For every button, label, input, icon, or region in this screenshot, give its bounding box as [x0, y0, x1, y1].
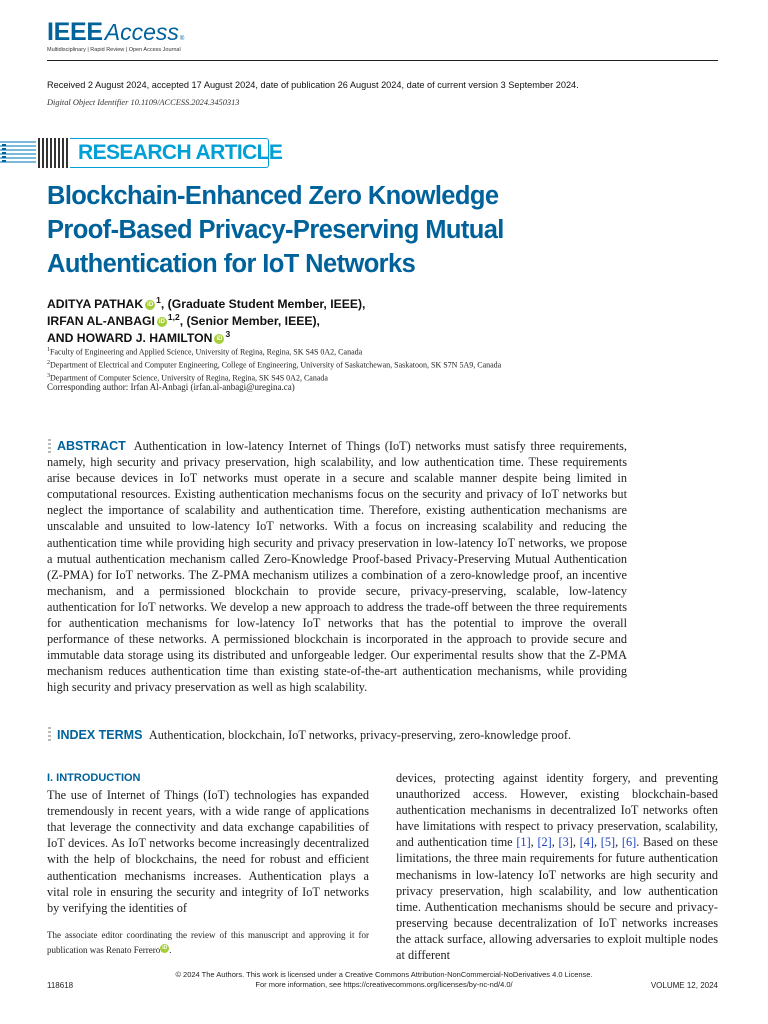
author-affiliation-mark: 1: [156, 295, 161, 305]
footnote-text: The associate editor coordinating the review of this manuscript and approving it for publication was Renato Ferrero: [47, 930, 369, 955]
author-list: [47, 296, 365, 347]
doi: Digital Object Identifier 10.1109/ACCESS.2024.3450313: [47, 98, 240, 107]
citation-link[interactable]: [4]: [579, 835, 594, 850]
page-number: 118618: [47, 981, 74, 990]
ieee-access-logo: [47, 20, 184, 45]
author-affiliation-mark: 3: [225, 329, 231, 339]
license-line-2: For more information, see https://creativecommons.org/licenses/by-nc-nd/4.0/: [255, 980, 513, 989]
publication-history: Received 2 August 2024, accepted 17 August 2024, date of publication 26 August 2024, date of current version 3 September 2024.: [47, 80, 579, 90]
affiliation-1: $^1$Faculty of Engineering and Applied Science, University of Regina, Regina, SK S4S 0A2, Canada: [47, 347, 363, 357]
body-column-left: [47, 770, 369, 916]
citation-link[interactable]: [3]: [558, 835, 573, 850]
body-column-right: devices, protecting against identity forgery, and preventing unauthorized access. However, existing blockchain-based authentication mechanisms in decentralized IoT networks often have limitations with respect to privacy preservation, scalability, and authentication time [1], [2], [3], [4], [5], [6]. Based on these limitations, the three main requirements for future authentication mechanisms in low-latency IoT networks are high security and privacy preservation, high scalability, and low authentication time. Authentication mechanisms should be secure and privacy-preserving because decentralization of IoT networks increases the attack surface, allowing adversaries to exploit multiple nodes at different: [396, 771, 718, 963]
author-name: AND HOWARD J. HAMILTON: [47, 331, 213, 345]
article-type-banner: [0, 134, 283, 172]
index-terms-label: INDEX TERMS: [57, 728, 143, 742]
citation-link[interactable]: [1]: [516, 835, 531, 850]
affiliation-2: $^2$Department of Electrical and Computer Engineering, College of Engineering, University of Saskatchewan, Saskatoon, SK S7N 5A9, Canada: [47, 360, 502, 370]
author-name: ADITYA PATHAK: [47, 297, 144, 311]
citation-link[interactable]: [2]: [537, 835, 552, 850]
intro-paragraph-right-end: . Based on these limitations, the three main requirements for future authentication mechanisms in low-latency IoT networks are high security and privacy preservation, high scalability, and low authentication time. Authentication mechanisms should be secure and privacy-preserving because decentralization of IoT networks increases the attack surface, allowing adversaries to exploit multiple nodes at different: [396, 835, 718, 963]
brand-trademark: ®: [179, 36, 185, 42]
editor-footnote: The associate editor coordinating the review of this manuscript and approving it for publication was Renato Ferrero iD .: [47, 930, 369, 955]
banner-dots-decoration: [2, 144, 6, 162]
author-role: , (Graduate Student Member, IEEE),: [160, 297, 366, 311]
index-terms: [47, 727, 647, 743]
orcid-icon[interactable]: iD: [162, 944, 168, 951]
brand-access: Access: [104, 19, 179, 45]
index-terms-text: Authentication, blockchain, IoT networks, privacy-preserving, zero-knowledge proof.: [148, 728, 572, 742]
section-heading-introduction: I. INTRODUCTION: [47, 772, 141, 784]
orcid-icon[interactable]: iD: [216, 335, 223, 342]
affiliation-3: $^3$Department of Computer Science, University of Regina, Regina, SK S4S 0A2, Canada: [47, 373, 328, 383]
title-line-3: Authentication for IoT Networks: [47, 250, 416, 278]
header-divider: [47, 60, 718, 61]
journal-brand: [47, 20, 184, 53]
volume-info: VOLUME 12, 2024: [650, 981, 718, 990]
author-role: , (Senior Member, IEEE),: [179, 314, 320, 328]
brand-ieee: IEEE: [47, 18, 103, 46]
author-name: IRFAN AL-ANBAGI: [47, 314, 155, 328]
author-1: [47, 296, 365, 313]
author-affiliation-mark: 1,2: [167, 312, 180, 322]
orcid-icon[interactable]: iD: [158, 318, 165, 325]
citation-link[interactable]: [5]: [600, 835, 616, 850]
intro-paragraph-right-start: devices, protecting against identity forgery, and preventing unauthorized access. However, existing blockchain-based authentication mechanisms in decentralized IoT networks often have limitations with respect to privacy preservation, scalability, and authentication time: [396, 771, 718, 850]
title-line-1: Blockchain-Enhanced Zero Knowledge: [47, 182, 499, 210]
corresponding-author: Corresponding author: Irfan Al-Anbagi (irfan.al-anbagi@uregina.ca): [47, 382, 295, 392]
article-type-label: RESEARCH ARTICLE: [78, 141, 283, 164]
orcid-icon[interactable]: iD: [147, 301, 154, 308]
title-line-2: Proof-Based Privacy-Preserving Mutual: [47, 216, 504, 244]
article-type-box: [70, 138, 283, 168]
banner-bars-decoration: [38, 138, 68, 168]
abstract-label: ABSTRACT: [57, 439, 126, 453]
affiliations: [47, 345, 501, 384]
paper-title: [47, 179, 567, 281]
citation-link[interactable]: [6]: [621, 835, 637, 850]
intro-paragraph-left: The use of Internet of Things (IoT) technologies has expanded tremendously in recent years, with a wide range of applications that leverage the connectivity and data exchange capabilities of IoT devices. As IoT networks become increasingly decentralized with the help of blockchains, the need for robust and efficient authentication mechanisms increases. Authentication plays a vital role in ensuring the security and integrity of IoT networks by verifying the identities of: [47, 788, 369, 915]
author-2: [47, 313, 365, 330]
license-line-1: © 2024 The Authors. This work is licensed under a Creative Commons Attribution-NonCommercial-NoDerivatives 4.0 License.: [175, 970, 593, 979]
abstract: [47, 438, 627, 696]
page-footer: [0, 970, 768, 990]
abstract-text: Authentication in low-latency Internet of Things (IoT) networks must satisfy three requirements, namely, high security and privacy preservation, high scalability, and low authentication time. These requirements arise because devices in IoT networks must operate in a secure and scalable manner despite being limited in computational resources. Existing authentication mechanisms focus on the security and privacy of IoT networks but neglect the importance of scalability and authentication time. Therefore, existing authentication mechanisms are unscalable and unsuited to low-latency IoT networks. With a focus on increasing scalability and reducing the authentication time while providing high security and privacy preservation in low-latency IoT networks, we propose a mutual authentication mechanism called Zero-Knowledge Proof-based Privacy-Preserving Mutual Authentication (Z-PMA) for IoT networks. The Z-PMA mechanism utilizes a combination of a zero-knowledge proof, an incentive mechanism, and a permissioned blockchain to provide secure, privacy-preserving, scalable, low-latency authentication for IoT networks. We develop a new approach to address the trade-off between the three requirements for authentication mechanisms for low-latency IoT networks that has the potential to improve the overall performance of these networks. A permissioned blockchain is incorporated in the approach to provide secure and immutable data storage using its distributed and unforgeable ledger. Our experimental results show that the Z-PMA mechanism reduces authentication time than existing state-of-the-art authentication mechanisms, while providing high security and privacy preservation as well as high scalability.: [47, 439, 627, 695]
brand-tagline: Multidisciplinary | Rapid Review | Open Access Journal: [47, 47, 181, 53]
